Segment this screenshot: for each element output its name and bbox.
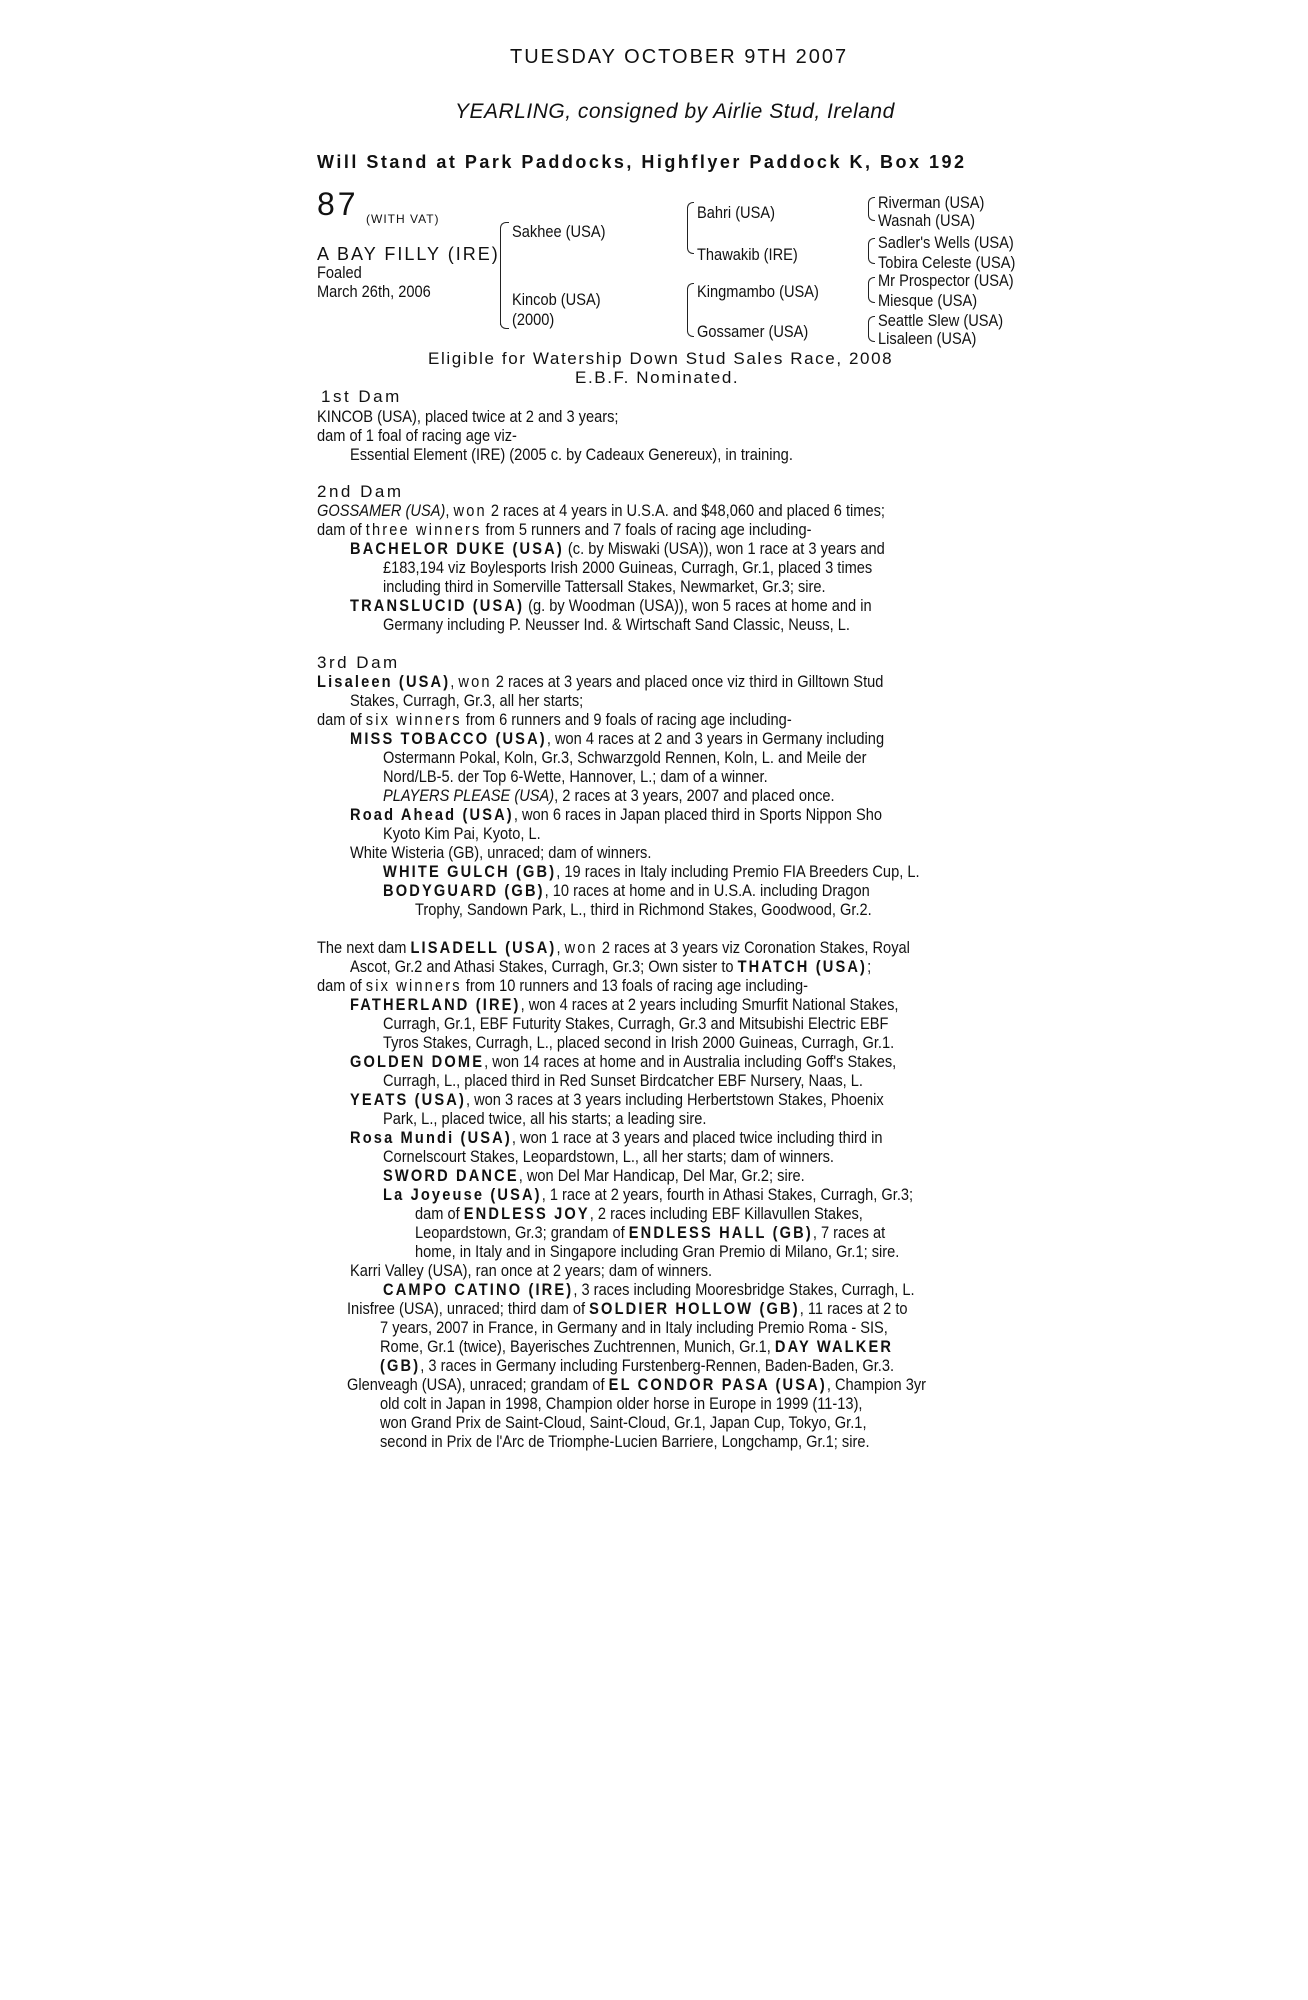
second-dam-line: including third in Somerville Tattersall Stakes, Newmarket, Gr.3; sire. xyxy=(383,577,826,596)
next-dam-line: (GB), 3 races in Germany including Furstenberg-Rennen, Baden-Baden, Gr.3. xyxy=(380,1356,895,1375)
stand-location: Will Stand at Park Paddocks, Highflyer Paddock K, Box 192 xyxy=(317,152,967,172)
pedigree-brace-dam xyxy=(687,283,694,337)
next-dam-line: Rosa Mundi (USA), won 1 race at 3 years and placed twice including third in xyxy=(350,1128,883,1147)
second-dam-line: TRANSLUCID (USA) (g. by Woodman (USA)), won 5 races at home and in xyxy=(350,596,872,615)
pedigree-dss: Mr Prospector (USA) xyxy=(878,271,1014,290)
second-dam-line: GOSSAMER (USA), won 2 races at 4 years in U.S.A. and $48,060 and placed 6 times; xyxy=(317,501,885,520)
sale-date: TUESDAY OCTOBER 9TH 2007 xyxy=(510,46,849,68)
third-dam-line: PLAYERS PLEASE (USA), 2 races at 3 years, 2007 and placed once. xyxy=(383,786,835,805)
pedigree-sire-dam: Thawakib (IRE) xyxy=(697,245,798,264)
eligibility-line-2: E.B.F. Nominated. xyxy=(575,368,740,387)
lot-number: 87 xyxy=(317,186,359,222)
pedigree-brace-sd xyxy=(868,238,875,264)
pedigree-dam-sire: Kingmambo (USA) xyxy=(697,282,819,301)
third-dam-heading: 3rd Dam xyxy=(317,653,400,672)
third-dam-line: Ostermann Pokal, Koln, Gr.3, Schwarzgold Rennen, Koln, L. and Meile der xyxy=(383,748,867,767)
second-dam-heading: 2nd Dam xyxy=(317,482,404,501)
next-dam-line: Park, L., placed twice, all his starts; a leading sire. xyxy=(383,1109,707,1128)
pedigree-dam-year: (2000) xyxy=(512,310,555,329)
next-dam-line: Ascot, Gr.2 and Athasi Stakes, Curragh, Gr.3; Own sister to THATCH (USA); xyxy=(350,957,872,976)
next-dam-line: won Grand Prix de Saint-Cloud, Saint-Cloud, Gr.1, Japan Cup, Tokyo, Gr.1, xyxy=(380,1413,867,1432)
second-dam-line: dam of three winners from 5 runners and 7 foals of racing age including- xyxy=(317,520,812,539)
third-dam-line: Kyoto Kim Pai, Kyoto, L. xyxy=(383,824,541,843)
next-dam-line: dam of six winners from 10 runners and 13 foals of racing age including- xyxy=(317,976,808,995)
next-dam-line: Rome, Gr.1 (twice), Bayerisches Zuchtrennen, Munich, Gr.1, DAY WALKER xyxy=(380,1337,894,1356)
second-dam-line: Germany including P. Neusser Ind. & Wirtschaft Sand Classic, Neuss, L. xyxy=(383,615,850,634)
vat-note: (WITH VAT) xyxy=(366,212,440,226)
third-dam-line: White Wisteria (GB), unraced; dam of winners. xyxy=(350,843,652,862)
third-dam-line: Road Ahead (USA), won 6 races in Japan placed third in Sports Nippon Sho xyxy=(350,805,882,824)
third-dam-line: Nord/LB-5. der Top 6-Wette, Hannover, L.; dam of a winner. xyxy=(383,767,768,786)
pedigree-brace-ss xyxy=(868,197,875,221)
next-dam-line: The next dam LISADELL (USA), won 2 races at 3 years viz Coronation Stakes, Royal xyxy=(317,938,910,957)
pedigree-brace-ds xyxy=(868,277,875,303)
third-dam-line: BODYGUARD (GB), 10 races at home and in U.S.A. including Dragon xyxy=(383,881,870,900)
first-dam-heading: 1st Dam xyxy=(321,387,402,406)
next-dam-line: 7 years, 2007 in France, in Germany and in Italy including Premio Roma - SIS, xyxy=(380,1318,888,1337)
first-dam-line: KINCOB (USA), placed twice at 2 and 3 years; xyxy=(317,407,619,426)
pedigree-dam-dam: Gossamer (USA) xyxy=(697,322,809,341)
next-dam-line: Karri Valley (USA), ran once at 2 years; dam of winners. xyxy=(350,1261,713,1280)
foaled-date: March 26th, 2006 xyxy=(317,282,431,301)
next-dam-line: second in Prix de l'Arc de Triomphe-Lucien Barriere, Longchamp, Gr.1; sire. xyxy=(380,1432,870,1451)
foaled-label: Foaled xyxy=(317,263,362,282)
next-dam-line: FATHERLAND (IRE), won 4 races at 2 years including Smurfit National Stakes, xyxy=(350,995,899,1014)
pedigree-brace-dd xyxy=(868,316,875,342)
next-dam-line: Tyros Stakes, Curragh, L., placed second in Irish 2000 Guineas, Curragh, Gr.1. xyxy=(383,1033,895,1052)
next-dam-line: Curragh, L., placed third in Red Sunset Birdcatcher EBF Nursery, Naas, L. xyxy=(383,1071,863,1090)
pedigree-sdd: Tobira Celeste (USA) xyxy=(878,253,1016,272)
next-dam-line: CAMPO CATINO (IRE), 3 races including Mooresbridge Stakes, Curragh, L. xyxy=(383,1280,915,1299)
next-dam-line: GOLDEN DOME, won 14 races at home and in Australia including Goff's Stakes, xyxy=(350,1052,897,1071)
third-dam-line: dam of six winners from 6 runners and 9 foals of racing age including- xyxy=(317,710,792,729)
second-dam-line: £183,194 viz Boylesports Irish 2000 Guineas, Curragh, Gr.1, placed 3 times xyxy=(383,558,873,577)
pedigree-ssd: Wasnah (USA) xyxy=(878,211,975,230)
first-dam-line: dam of 1 foal of racing age viz- xyxy=(317,426,517,445)
next-dam-line: YEATS (USA), won 3 races at 3 years including Herbertstown Stakes, Phoenix xyxy=(350,1090,884,1109)
pedigree-dds: Seattle Slew (USA) xyxy=(878,311,1004,330)
pedigree-brace-main-lower xyxy=(500,278,509,329)
next-dam-line: Inisfree (USA), unraced; third dam of SOLDIER HOLLOW (GB), 11 races at 2 to xyxy=(347,1299,908,1318)
pedigree-sds: Sadler's Wells (USA) xyxy=(878,233,1014,252)
next-dam-line: old colt in Japan in 1998, Champion older horse in Europe in 1999 (11-13), xyxy=(380,1394,863,1413)
next-dam-line: SWORD DANCE, won Del Mar Handicap, Del Mar, Gr.2; sire. xyxy=(383,1166,805,1185)
third-dam-line: Lisaleen (USA), won 2 races at 3 years and placed once viz third in Gilltown Stud xyxy=(317,672,884,691)
pedigree-ddd: Lisaleen (USA) xyxy=(878,329,977,348)
next-dam-line: Leopardstown, Gr.3; grandam of ENDLESS HALL (GB), 7 races at xyxy=(415,1223,886,1242)
pedigree-sire: Sakhee (USA) xyxy=(512,222,606,241)
pedigree-sire-sire: Bahri (USA) xyxy=(697,203,775,222)
third-dam-line: WHITE GULCH (GB), 19 races in Italy including Premio FIA Breeders Cup, L. xyxy=(383,862,920,881)
pedigree-sss: Riverman (USA) xyxy=(878,193,985,212)
first-dam-line: Essential Element (IRE) (2005 c. by Cadeaux Genereux), in training. xyxy=(350,445,793,464)
lot-title: A BAY FILLY (IRE) xyxy=(317,244,500,264)
consignment-line: YEARLING, consigned by Airlie Stud, Ireland xyxy=(455,100,895,123)
next-dam-line: Curragh, Gr.1, EBF Futurity Stakes, Curragh, Gr.3 and Mitsubishi Electric EBF xyxy=(383,1014,889,1033)
third-dam-line: Stakes, Curragh, Gr.3, all her starts; xyxy=(350,691,584,710)
third-dam-line: MISS TOBACCO (USA), won 4 races at 2 and 3 years in Germany including xyxy=(350,729,885,748)
next-dam-line: Glenveagh (USA), unraced; grandam of EL CONDOR PASA (USA), Champion 3yr xyxy=(347,1375,927,1394)
pedigree-dam: Kincob (USA) xyxy=(512,290,601,309)
next-dam-line: home, in Italy and in Singapore including Gran Premio di Milano, Gr.1; sire. xyxy=(415,1242,900,1261)
next-dam-line: Cornelscourt Stakes, Leopardstown, L., all her starts; dam of winners. xyxy=(383,1147,835,1166)
next-dam-line: dam of ENDLESS JOY, 2 races including EBF Killavullen Stakes, xyxy=(415,1204,863,1223)
pedigree-brace-sire xyxy=(687,202,694,254)
next-dam-line: La Joyeuse (USA), 1 race at 2 years, fourth in Athasi Stakes, Curragh, Gr.3; xyxy=(383,1185,914,1204)
second-dam-line: BACHELOR DUKE (USA) (c. by Miswaki (USA)), won 1 race at 3 years and xyxy=(350,539,885,558)
third-dam-line: Trophy, Sandown Park, L., third in Richmond Stakes, Goodwood, Gr.2. xyxy=(415,900,872,919)
pedigree-dsd: Miesque (USA) xyxy=(878,291,978,310)
eligibility-line-1: Eligible for Watership Down Stud Sales Race, 2008 xyxy=(428,349,894,368)
